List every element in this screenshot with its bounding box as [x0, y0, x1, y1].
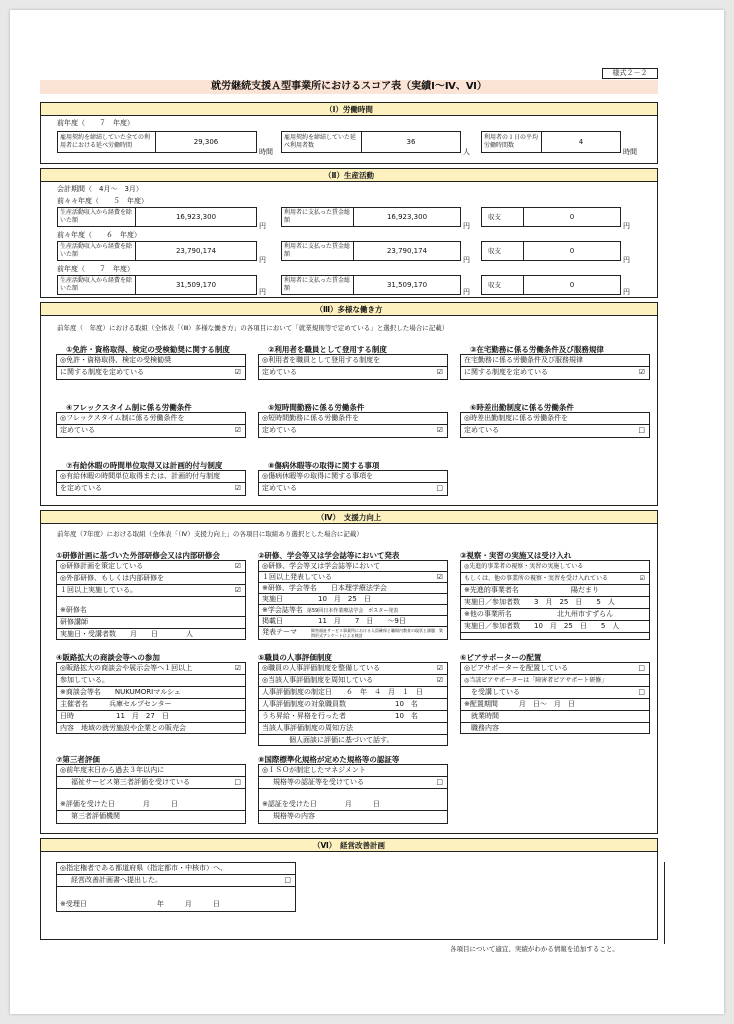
section-header: （Ⅵ） 経営改善計画: [41, 839, 657, 852]
item-check[interactable]: □: [638, 426, 645, 434]
item-box-3: [460, 354, 650, 380]
item-title: ④フレックスタイム制に係る労働条件: [66, 403, 192, 412]
footer-note: 各項目について適宜、実績がわかる情報を追加すること。: [450, 945, 619, 953]
item-line: 定めている ☑: [262, 426, 443, 434]
item-training-plan: ◎研修計画を策定している ☑ ◎外部研修、もしくは内部研修を １回以上実施している。 ☑ ※研修名 研修講師 実施日・受講者数 月 日 人: [56, 560, 246, 640]
item-line: ◎利用者を職員として登用する制度を: [259, 355, 447, 367]
form-number: 様式２－２: [602, 68, 658, 79]
item-line: ◎傷病休暇等の取得に関する事項を: [259, 471, 447, 483]
total-hours-field: 雇用契約を締結していた全ての利用者における延べ労働時間 29,306: [57, 131, 257, 153]
item-check[interactable]: ☑: [234, 426, 241, 434]
section-header: （Ⅲ）多様な働き方: [41, 303, 657, 316]
item-box-7: [56, 470, 246, 496]
item-presentation: ◎研修、学会等又は学会誌等において １回以上発表している ☑ ※研修、学会等名 日本理学療法学会 実施日 10 月 25 日 ※学会誌等名 第59回日本作業療法学会 ポスター発表 掲載日 11 月 7 日 ～9日 発表テーマ 障害福祉サービス事業所における人員確保と職場内教育の現状と課題 質問形式アンケートによる検討: [258, 560, 448, 640]
section-production: （Ⅱ）生産活動 会計期間（ 4月～ 3月） 前々々年度（ ５ 年度） 生産活動収入から経費を除いた額 16,923,300 円 利用者に支払った賃金総額 16,923,300 円 収支 0 円 前々年度（ ６ 年度） 生産活動収入から経費を除いた額 23,790,174 円 利用者に支払った賃金総額 23,790,174 円 収支 0 円 前年度（ ７ 年度） 生産活動収入から経費を除いた額 31,509,170 円 利用者に支払った賃金総額 31,509,170 円 収支 0 円: [40, 168, 658, 298]
item-title: ⑧傷病休暇等の取得に関する事項: [268, 461, 380, 470]
accounting-period: 会計期間（ 4月～ 3月）: [57, 185, 143, 193]
item-line: ◎免許・資格取得、検定の受検勧奨: [57, 355, 245, 367]
section-labor-hours: （Ⅰ）労働時間 前年度（ ７ 年度） 雇用契約を締結していた全ての利用者における延べ労働時間 29,306 時間 雇用契約を締結していた延べ利用者数 36 人 利用者の１日の平均労働時間数 4 時間: [40, 102, 658, 164]
item-line: ◎時差出勤制度に係る労働条件を: [461, 413, 649, 425]
avg-hours-field: 利用者の１日の平均労働時間数 4: [481, 131, 621, 153]
item-line: 定めている □: [464, 426, 645, 434]
section-header: （Ⅳ） 支援力向上: [41, 511, 657, 524]
item-iso-certification: ◎ＩＳＯが制定したマネジメント 規格等の認証等を受けている □ ※認証を受けた日 月 日 規格等の内容: [258, 764, 448, 824]
avg-hours-value: 4: [578, 138, 584, 146]
section-header: （Ⅰ）労働時間: [41, 103, 657, 116]
section-intro: 前年度（7年度）における取組（全体表「（Ⅳ）支援力向上」の各項目に取組あり選択とした場合に記載）: [57, 530, 363, 538]
item-check[interactable]: ☑: [234, 368, 241, 376]
item-peer-supporter: ◎ピアサポーターを配置している □ ◎当該ピアサポーターは「障害者ピアサポート研修」 を受講している □ ※配置期間 月 日～ 月 日 就業時間 職務内容: [460, 662, 650, 734]
item-check[interactable]: ☑: [638, 368, 645, 376]
total-hours-value: 29,306: [193, 138, 219, 146]
item-line: 在宅勤務に係る労働条件及び服務規律: [461, 355, 649, 367]
item-management-plan: ◎指定権者である都道府県（指定都市・中核市）へ、 経営改善計画書へ提出した。 □ ※受理日 年 月 日: [56, 862, 296, 912]
item-line: に関する制度を定めている ☑: [60, 368, 241, 376]
item-check[interactable]: ☑: [234, 484, 241, 492]
item-box-1: [56, 354, 246, 380]
page-title: 就労継続支援Ａ型事業所におけるスコア表（実績Ⅰ～Ⅳ、Ⅵ）: [40, 80, 658, 94]
item-personnel-evaluation: ◎職員の人事評価制度を整備している ☑ ◎当該人事評価制度を周知している ☑ 人事評価制度の制定日 ６ 年 ４ 月 １ 日 人事評価制度の対象職員数 10 名 うち昇給・昇格を行った者 10 名 当該人事評価制度の周知方法 個人面談に評価に基づいて話す。: [258, 662, 448, 746]
margin-line: [664, 862, 665, 944]
item-title: ①免許・資格取得、検定の受検勧奨に関する制度: [66, 345, 230, 354]
item-check[interactable]: ☑: [436, 426, 443, 434]
item-title: ⑥時差出勤制度に係る労働条件: [470, 403, 574, 412]
item-title: ⑦有給休暇の時間単位取得又は計画的付与制度: [66, 461, 223, 470]
item-inspection: ◎先進的事業者の視察・実習の実施している もしくは、他の事業所の視察・実習を受け入れている ☑ ※先進的事業者名 陽だまり 実施日／参加者数 3 月 25 日 5 人 ※他の事業所名 北九州市すずらん 実施日／参加者数 10 月 25 日 5 人: [460, 560, 650, 640]
item-title: ②利用者を職員として登用する制度: [268, 345, 387, 354]
section-header: （Ⅱ）生産活動: [41, 169, 657, 182]
total-users-value: 36: [406, 138, 416, 146]
item-line: 定めている □: [262, 484, 443, 492]
item-third-party-evaluation: ◎前年度末日から過去３年以内に 福祉サービス第三者評価を受けている □ ※評価を受けた日 月 日 第三者評価機関: [56, 764, 246, 824]
item-business-meeting: ◎販路拡大の商談会や展示会等へ１回以上 ☑ 参加している。 ※商談会等名 NUKUMORIマルシェ 主催者名 兵庫セルプセンター 日時 11 月 27 日 内容 地域の就労施設や企業との販売会: [56, 662, 246, 734]
item-line: ◎有給休暇の時間単位取得または、計画的付与制度: [57, 471, 245, 483]
item-line: ◎短時間勤務に係る労働条件を: [259, 413, 447, 425]
item-check[interactable]: ☑: [436, 368, 443, 376]
section-intro: 前年度（ 年度）における取組（全体表「（Ⅲ）多様な働き方」の各項目において「就業規則等で定めている」と選択した場合に記載）: [57, 324, 449, 332]
item-line: を定めている ☑: [60, 484, 241, 492]
item-line: 定めている ☑: [262, 368, 443, 376]
total-users-field: 雇用契約を締結していた延べ利用者数 36: [281, 131, 461, 153]
item-line: 定めている ☑: [60, 426, 241, 434]
item-title: ③在宅勤務に係る労働条件及び服務規律: [470, 345, 604, 354]
item-box-4: [56, 412, 246, 438]
fiscal-year: 前年度（ ７ 年度）: [57, 119, 134, 127]
item-check[interactable]: □: [436, 484, 443, 492]
item-box-5: [258, 412, 448, 438]
item-box-6: [460, 412, 650, 438]
item-title: ⑤短時間勤務に係る労働条件: [268, 403, 365, 412]
form-page: 様式２－２ 就労継続支援Ａ型事業所におけるスコア表（実績Ⅰ～Ⅳ、Ⅵ） （Ⅰ）労働時間 前年度（ ７ 年度） 雇用契約を締結していた全ての利用者における延べ労働時間 29,306 時間 雇用契約を締結していた延べ利用者数 36 人 利用者の１日の平均労働時間数 4 時間 （Ⅱ）生産活動 会計期間（ 4月～ 3月） 前々々年度（ ５ 年度） 生産活動収入から経費を除いた額 16,923,300 円 利用者に支払った賃金総額 16,923,300 円 収支 0 円 前々年度（ ６ 年度） 生産活動収入から経費を除いた額 23,790,174 円 利用者に支払った賃金総額 23,790,174 円 収支 0 円 前年度（ ７ 年度） 生産活動収入から経費を除いた額 31,509,170 円 利用者に支払った賃金総額 31,509,170 円 収支 0 円 （Ⅲ）多様な働き方 前年度（ 年度）における取組（全体表「（Ⅲ）多様な働き方」の各項目において「就業規則等で定めている」と選択した場合に記載） （Ⅳ） 支援力向上 前年度（7年度）における取組（全体表「（Ⅳ）支援力向上」の各項目に取組あり選択とした場合に記載） ①研修計画に基づいた外部研修会又は内部研修会 ◎研修計画を策定している ☑ ◎外部研修、もしくは内部研修を １回以上実施している。 ☑ ※研修名 研修講師 実施日・受講者数 月 日 人 ②研修、学会等又は学会誌等において発表 ◎研修、学会等又は学会誌等において １回以上発表している ☑ ※研修、学会等名 日本理学療法学会 実施日 10 月 25 日 ※学会誌等名 第59回日本作業療法学会 ポスター発表 掲載日 11 月 7 日 ～9日 発表テーマ 障害福祉サービス事業所における人員確保と職場内教育の現状と課題 質問形式アンケートによる検討 ③視察・実習の実施又は受け入れ ◎先進的事業者の視察・実習の実施している もしくは、他の事業所の視察・実習を受け入れている ☑ ※先進的事業者名 陽だまり 実施日／参加者数 3 月 25 日 5 人 ※他の事業所名 北九州市すずらん 実施日／参加者数 10 月 25 日 5 人 ④販路拡大の商談会等への参加 ◎販路拡大の商談会や展示会等へ１回以上 ☑ 参加している。 ※商談会等名 NUKUMORIマルシェ 主催者名 兵庫セルプセンター 日時 11 月 27 日 内容 地域の就労施設や企業との販売会 ⑤職員の人事評価制度 ◎職員の人事評価制度を整備している ☑ ◎当該人事評価制度を周知している ☑ 人事評価制度の制定日 ６ 年 ４ 月 １ 日 人事評価制度の対象職員数 10 名 うち昇給・昇格を行った者 10 名 当該人事評価制度の周知方法 個人面談に評価に基づいて話す。 ⑥ピアサポーターの配置 ◎ピアサポーターを配置している □ ◎当該ピアサポーターは「障害者ピアサポート研修」 を受講している □ ※配置期間 月 日～ 月 日 就業時間 職務内容 ⑦第三者評価 ◎前年度末日から過去３年以内に 福祉サービス第三者評価を受けている □ ※評価を受けた日 月 日 第三者評価機関 ⑧国際標準化規格が定めた規格等の認証等 ◎ＩＳＯが制定したマネジメント 規格等の認証等を受けている □ ※認証を受けた日 月 日 規格等の内容 （Ⅵ） 経営改善計画 ◎指定権者である都道府県（指定都市・中核市）へ、 経営改善計画書へ提出した。 □ ※受理日 年 月 日 各項目について適宜、実績がわかる情報を追加すること。 ①免許・資格取得、検定の受検勧奨に関する制度 ◎免許・資格取得、検定の受検勧奨 に関する制度を定めている ☑ ②利用者を職員として登用する制度 ◎利用者を職員として登用する制度を 定めている ☑ ③在宅勤務に係る労働条件及び服務規律 在宅勤務に係る労働条件及び服務規律 に関する制度を定めている ☑ ④フレックスタイム制に係る労働条件 ◎フレックスタイム制に係る労働条件を 定めている ☑ ⑤短時間勤務に係る労働条件 ◎短時間勤務に係る労働条件を 定めている ☑ ⑥時差出勤制度に係る労働条件 ◎時差出勤制度に係る労働条件を 定めている □ ⑦有給休暇の時間単位取得又は計画的付与制度 ◎有給休暇の時間単位取得または、計画的付与制度 を定めている ☑ ⑧傷病休暇等の取得に関する事項 ◎傷病休暇等の取得に関する事項を 定めている □: [10, 10, 724, 1014]
item-line: ◎フレックスタイム制に係る労働条件を: [57, 413, 245, 425]
item-box-8: [258, 470, 448, 496]
item-box-2: [258, 354, 448, 380]
item-line: に関する制度を定めている ☑: [464, 368, 645, 376]
